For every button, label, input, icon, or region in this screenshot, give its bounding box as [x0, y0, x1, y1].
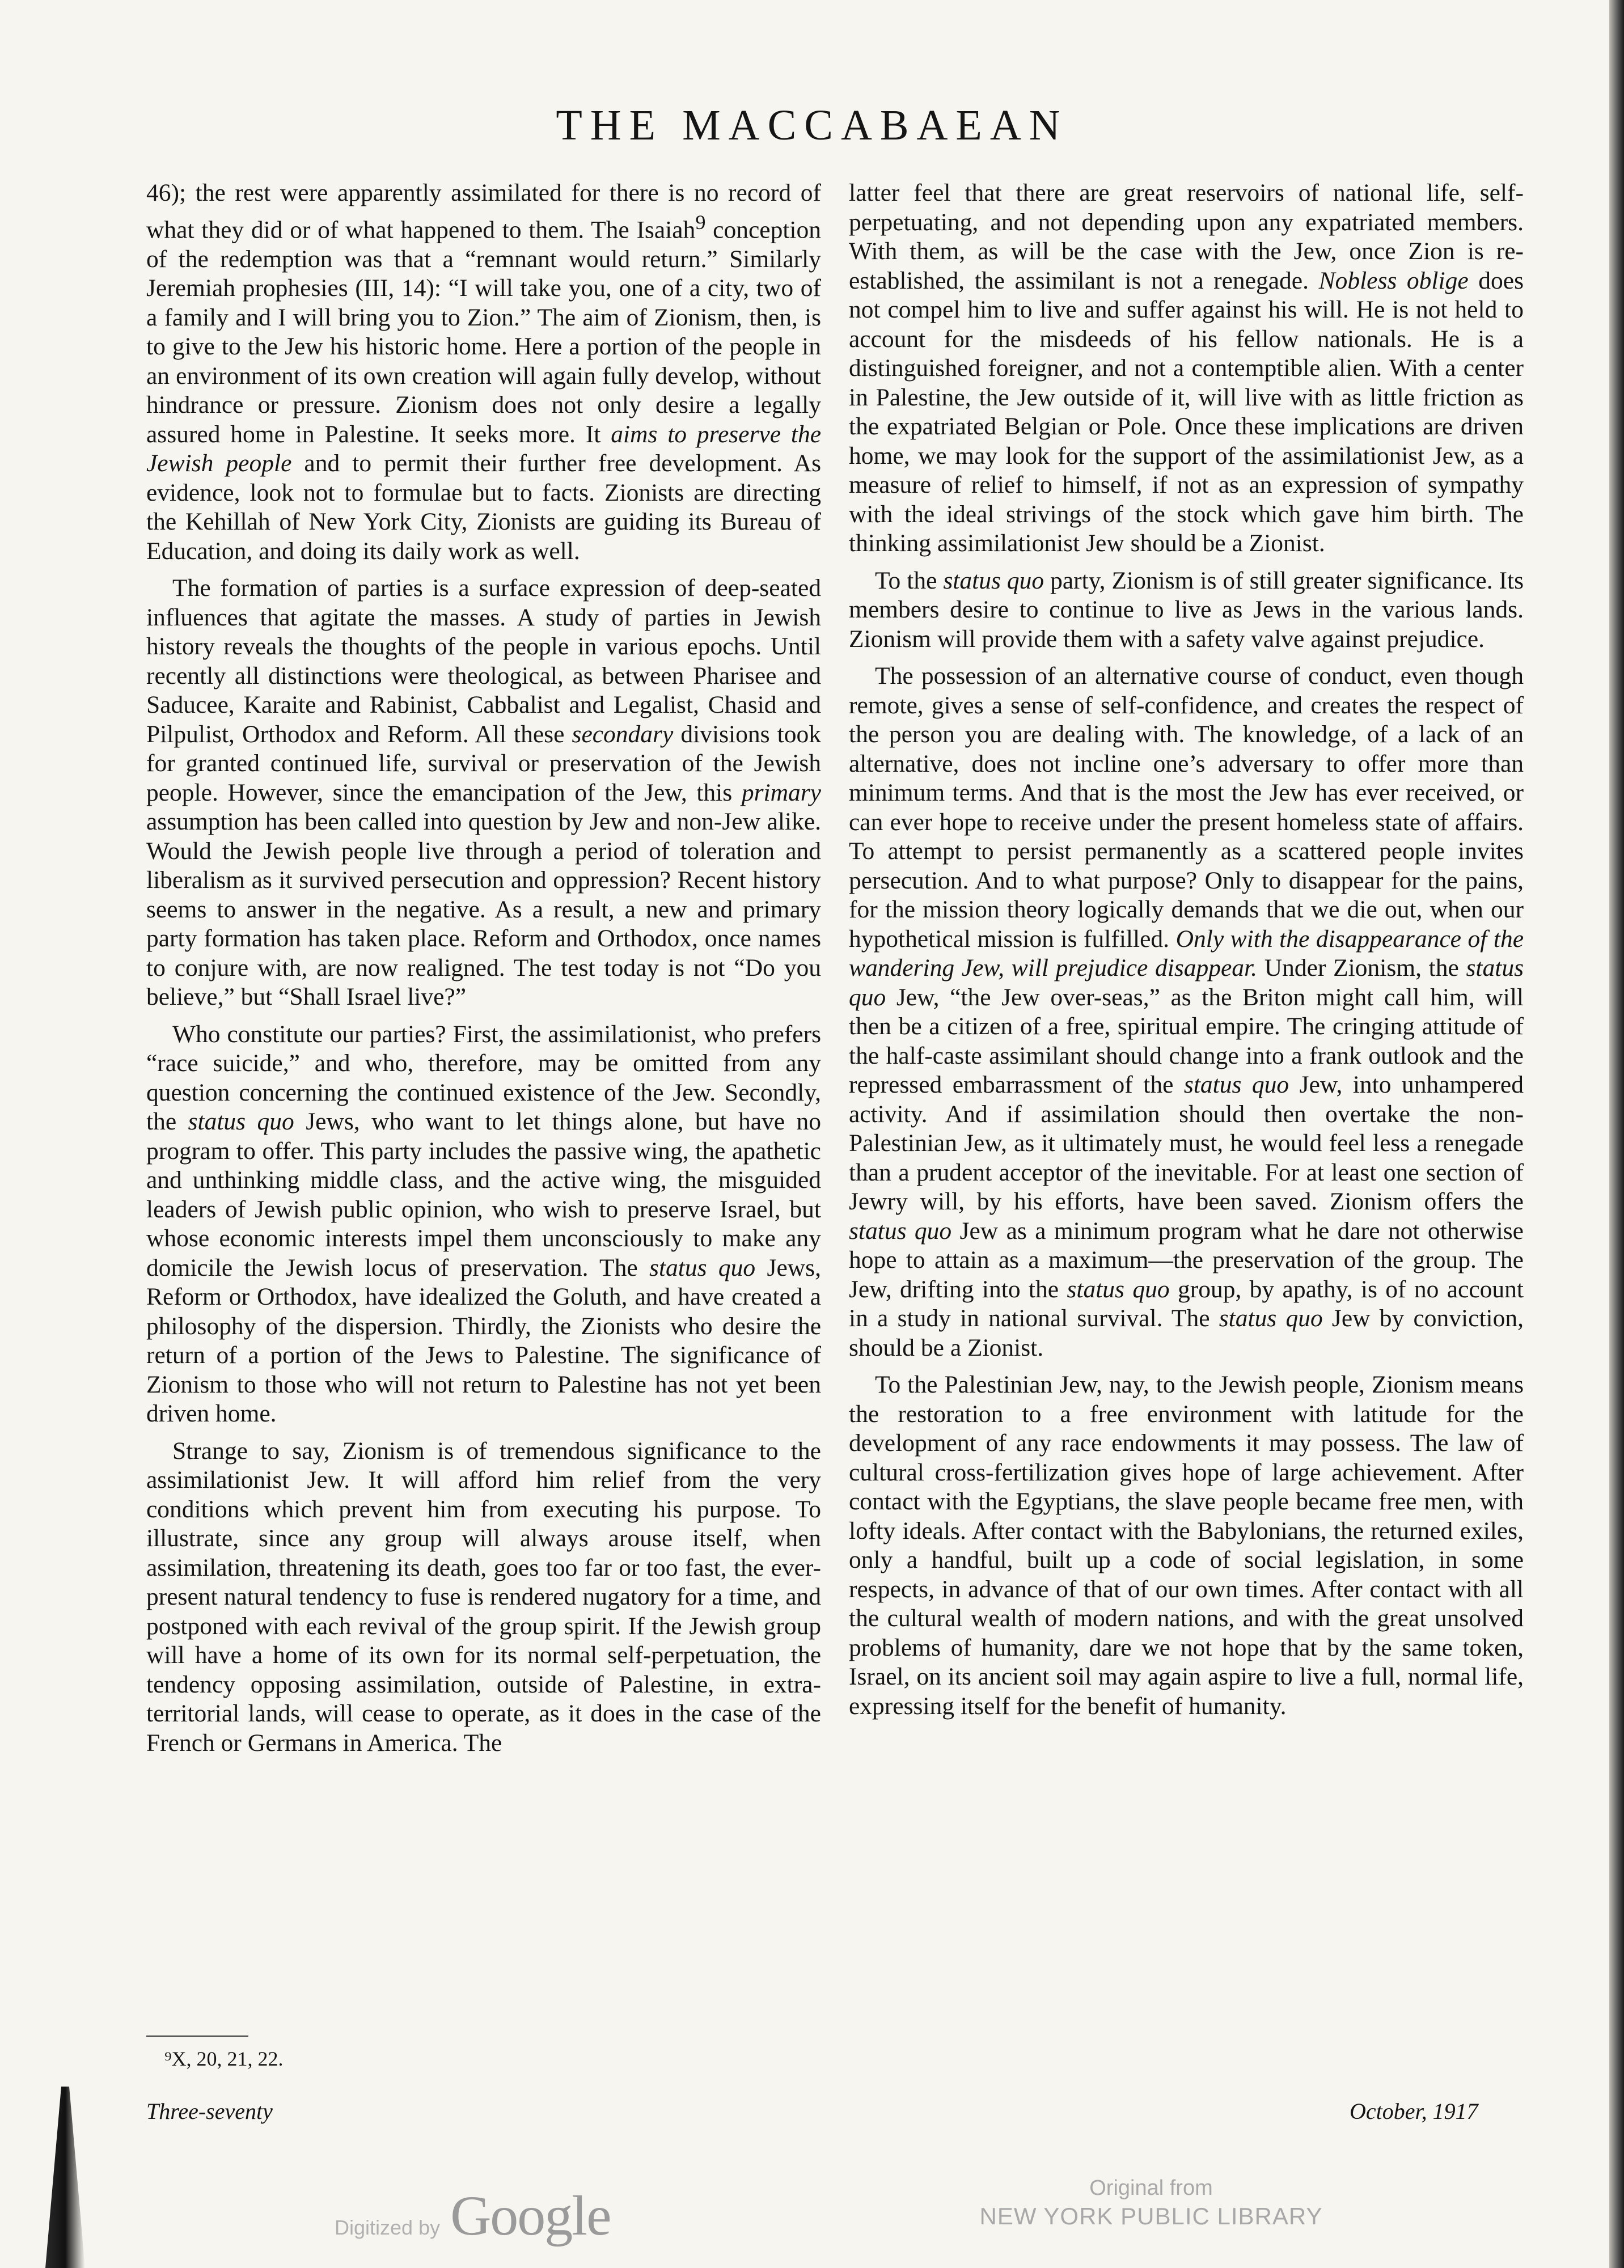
masthead-title: THE MACCABAEAN — [556, 101, 1068, 149]
footnote-marker: 9 — [695, 210, 706, 234]
left-paragraph-2: The formation of parties is a surface expression of deep-seated influences that agitate the masses. A study of parties in Jewish history reveals the thoughts of the people in various epochs. Until recently all distinctions were theological, as between Pharisee and Saducee, Karaite and Rabinist, Cabbalist and Legalist, Chasid and Pilpulist, Orthodox and Reform. All these secondary divisions took for granted continued life, survival or preservation of the Jewish people. However, since the emancipation of the Jew, this primary assumption has been called into question by Jew and non-Jew alike. Would the Jewish people live through a period of toleration and liberalism as it survived persecution and oppression? Recent history seems to answer in the negative. As a result, a new and primary party formation has taken place. Reform and Orthodox, once names to conjure with, are now realigned. The test today is not “Do you believe,” but “Shall Israel live?” — [146, 574, 821, 1010]
left-paragraph-4: Strange to say, Zionism is of tremendous significance to the assimilationist Jew. It will afford him relief from the very conditions which prevent him from executing his purpose. To illustrate, since any group will always arouse itself, when assimilation, threatening its death, goes too far or too fast, the ever-present natural tendency to fuse is rendered nugatory for a time, and postponed with each revival of the group spirit. If the Jewish group will have a home of its own for its normal self-perpetuation, the tendency opposing assimilation, outside of Palestine, in extra-territorial lands, will cease to operate, as it does in the case of the French or Germans in America. The — [146, 1437, 821, 1757]
original-from-label: Original from — [1089, 2176, 1213, 2200]
issue-date: October, 1917 — [1350, 2098, 1478, 2124]
google-logo: Google — [450, 2184, 611, 2247]
left-paragraph-1: 46); the rest were apparently assimilated for there is no record of what they did or of what happened to them. The Isaiah$^9$ conception of the redemption was that a “remnant would return.” Similarly Jeremiah prophesies (III, 14): “I will take you, one of a city, two of a family and I will bring you to Zion.” The aim of Zionism, then, is to give to the Jew his historic home. Here a portion of the people in an environment of its own creation will again fully develop, without hindrance or pressure. Zionism does not only desire a legally assured home in Palestine. It seeks more. It aims to preserve the Jewish people and to permit their further free development. As evidence, look not to formulae but to facts. Zionists are directing the Kehillah of New York City, Zionists are guiding its Bureau of Education, and doing its daily work as well. — [146, 179, 822, 565]
right-paragraph-2: To the status quo party, Zionism is of still greater significance. Its members desire to continue to live as Jews in the various lands. Zionism will provide them with a safety valve against prejudice. — [849, 566, 1524, 653]
footnote-rule — [146, 2036, 248, 2037]
left-paragraph-3: Who constitute our parties? First, the assimilationist, who prefers “race suicide,” and who, therefore, may be omitted from any question concerning the continued existence of the Jew. Secondly, the status quo Jews, who want to let things alone, but have no program to offer. This party includes the passive wing, the apathetic and unthinking middle class, and the active wing, the misguided leaders of Jewish public opinion, who wish to preserve Israel, but whose economic interests impel them unconsciously to make any domicile the Jewish locus of preservation. The status quo Jews, Reform or Orthodox, have idealized the Goluth, and have created a philosophy of the dispersion. Thirdly, the Zionists who desire the return of a portion of the Jews to Palestine. The significance of Zionism to those who will not return to Palestine has not yet been driven home. — [146, 1020, 821, 1427]
left-column — [146, 179, 821, 1766]
footnote: ⁹X, 20, 21, 22. — [164, 2047, 284, 2070]
right-paragraph-4: To the Palestinian Jew, nay, to the Jewish people, Zionism means the restoration to a free environment with latitude for the development of any race endowments it may possess. The law of cultural cross-fertilization gives hope of large achievement. After contact with the Egyptians, the slave people became free men, with lofty ideals. After contact with the Babylonians, the returned exiles, only a handful, built up a code of social legislation, in some respects, in advance of that of our own times. After contact with all the cultural wealth of modern nations, and with the great unsolved problems of humanity, dare we not hope that by the same token, Israel, on its ancient soil may again aspire to live a full, normal life, expressing itself for the benefit of humanity. — [849, 1371, 1524, 1720]
page-number: Three-seventy — [146, 2098, 273, 2124]
original-source-watermark — [975, 2174, 1327, 2231]
digitized-watermark — [335, 2183, 610, 2248]
right-paragraph-3: The possession of an alternative course of conduct, even though remote, gives a sense of self-confidence, and creates the respect of the person you are dealing with. The knowledge, of a lack of an alternative, does not incline one’s adversary to offer more than minimum terms. And that is the most the Jew has ever received, or can ever hope to receive under the present homeless state of affairs. To attempt to persist permanently as a scattered people invites persecution. And to what purpose? Only to disappear for the pains, for the mission theory logically demands that we die out, when our hypothetical mission is fulfilled. Only with the disappearance of the wandering Jew, will prejudice disappear. Under Zionism, the status quo Jew, “the Jew over-seas,” as the Briton might call him, will then be a citizen of a free, spiritual empire. The cringing attitude of the half-caste assimilant should change into a frank outlook and the repressed embarrassment of the status quo Jew, into unhampered activity. And if assimilation should then overtake the non-Palestinian Jew, as it ultimately must, he would feel less a renegade than a prudent acceptor of the inevitable. For at least one section of Jewry will, by his efforts, have been saved. Zionism offers the status quo Jew as a minimum program what he dare not otherwise hope to attain as a maximum—the preservation of the group. The Jew, drifting into the status quo group, by apathy, is of no account in a study in national survival. The status quo Jew by conviction, should be a Zionist. — [849, 662, 1524, 1361]
digitized-by-label: Digitized by — [335, 2216, 441, 2239]
right-paragraph-1: latter feel that there are great reservoirs of national life, self-perpetuating, and not depending upon any expatriated members. With them, as will be the case with the Jew, once Zion is re-established, the assimilant is not a renegade. Nobless oblige does not compel him to live and suffer against his will. He is not held to account for the misdeeds of his fellow nationals. He is a distinguished foreigner, and not a contemptible alien. With a center in Palestine, the Jew outside of it, will live with as little friction as the expatriated Belgian or Pole. Once these implications are driven home, we may look for the support of the assimilationist Jew, as a measure of relief to himself, if not as an expression of sympathy with the ideal strivings of the stock which gave him birth. The thinking assimilationist Jew should be a Zionist. — [849, 179, 1524, 557]
page-edge-shadow — [1609, 0, 1624, 2268]
page-edge-binding — [45, 2087, 85, 2268]
right-column — [849, 179, 1524, 1729]
library-label: NEW YORK PUBLIC LIBRARY — [979, 2203, 1323, 2229]
